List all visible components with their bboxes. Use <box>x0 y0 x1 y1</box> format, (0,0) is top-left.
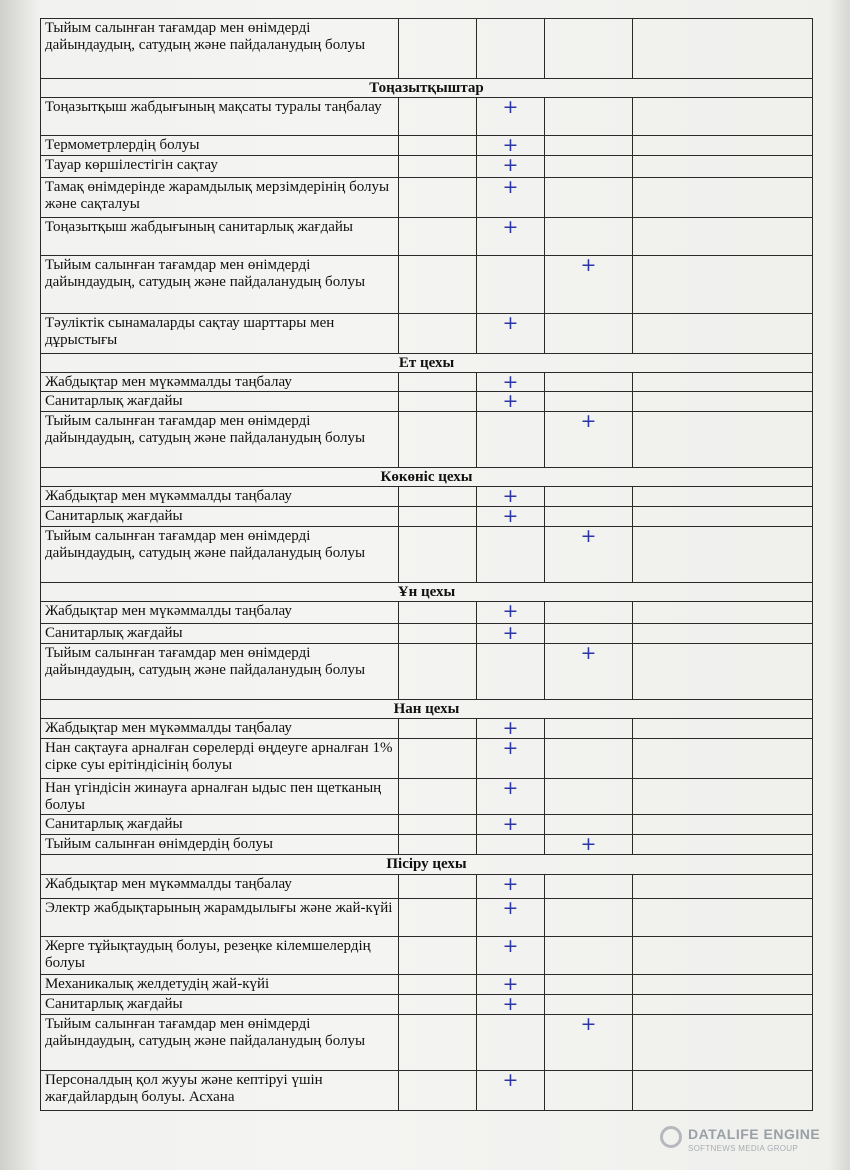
assessment-cell <box>399 136 477 156</box>
assessment-cell <box>545 156 633 178</box>
table-row <box>41 136 813 156</box>
assessment-cell <box>399 875 477 899</box>
assessment-cell <box>399 487 477 507</box>
section-title: Ұн цехы <box>41 583 813 602</box>
assessment-cell <box>399 602 477 624</box>
table-row <box>41 602 813 624</box>
assessment-cell <box>545 487 633 507</box>
table-row <box>41 739 813 779</box>
assessment-cell <box>633 875 813 899</box>
section-title: Тоңазытқыштар <box>41 79 813 98</box>
table-row <box>41 937 813 975</box>
assessment-cell <box>545 739 633 779</box>
assessment-cell <box>633 1015 813 1071</box>
handwritten-check-mark: + <box>545 644 633 700</box>
assessment-cell <box>399 412 477 468</box>
assessment-cell <box>633 739 813 779</box>
assessment-cell <box>633 719 813 739</box>
assessment-cell <box>633 98 813 136</box>
assessment-cell <box>399 256 477 314</box>
requirement-text: Жабдықтар мен мүкәммалды таңбалау <box>41 719 399 739</box>
handwritten-check-mark: + <box>477 602 545 624</box>
handwritten-check-mark: + <box>477 178 545 218</box>
table-row <box>41 98 813 136</box>
assessment-cell <box>399 98 477 136</box>
assessment-cell <box>477 527 545 583</box>
assessment-cell <box>633 218 813 256</box>
requirement-text: Жабдықтар мен мүкәммалды таңбалау <box>41 602 399 624</box>
assessment-cell <box>477 412 545 468</box>
assessment-cell <box>545 875 633 899</box>
assessment-cell <box>399 719 477 739</box>
handwritten-check-mark: + <box>477 779 545 815</box>
table-row <box>41 975 813 995</box>
assessment-cell <box>633 373 813 392</box>
handwritten-check-mark: + <box>545 256 633 314</box>
assessment-cell <box>545 218 633 256</box>
assessment-cell <box>633 527 813 583</box>
assessment-cell <box>399 178 477 218</box>
assessment-cell <box>399 1071 477 1111</box>
assessment-cell <box>633 835 813 855</box>
assessment-cell <box>633 779 813 815</box>
table-row <box>41 256 813 314</box>
assessment-cell <box>633 412 813 468</box>
requirement-text: Санитарлық жағдайы <box>41 507 399 527</box>
requirement-text: Электр жабдықтарының жарамдылығы және жай-күйі <box>41 899 399 937</box>
handwritten-check-mark: + <box>477 314 545 354</box>
assessment-cell <box>633 19 813 79</box>
assessment-cell <box>633 899 813 937</box>
assessment-cell <box>633 815 813 835</box>
handwritten-check-mark: + <box>477 136 545 156</box>
assessment-cell <box>399 507 477 527</box>
requirement-text: Тоңазытқыш жабдығының мақсаты туралы таңбалау <box>41 98 399 136</box>
assessment-cell <box>633 624 813 644</box>
assessment-cell <box>399 156 477 178</box>
table-row <box>41 779 813 815</box>
assessment-cell <box>545 178 633 218</box>
assessment-cell <box>399 779 477 815</box>
requirement-text: Жерге тұйықтаудың болуы, резеңке кілемшелердің болуы <box>41 937 399 975</box>
table-row <box>41 412 813 468</box>
assessment-cell <box>545 1071 633 1111</box>
assessment-cell <box>545 98 633 136</box>
requirement-text: Тыйым салынған тағамдар мен өнімдерді дайындаудың, сатудың және пайдаланудың болуы <box>41 1015 399 1071</box>
page-left-shadow <box>0 0 40 1170</box>
assessment-cell <box>399 835 477 855</box>
requirement-text: Тыйым салынған тағамдар мен өнімдерді дайындаудың, сатудың және пайдаланудың болуы <box>41 412 399 468</box>
assessment-cell <box>399 815 477 835</box>
assessment-cell <box>399 644 477 700</box>
requirement-text: Тыйым салынған тағамдар мен өнімдерді дайындаудың, сатудың және пайдаланудың болуы <box>41 19 399 79</box>
assessment-cell <box>633 256 813 314</box>
page-right-edge <box>828 0 850 1170</box>
table-row <box>41 218 813 256</box>
handwritten-check-mark: + <box>477 373 545 392</box>
requirement-text: Жабдықтар мен мүкәммалды таңбалау <box>41 373 399 392</box>
handwritten-check-mark: + <box>477 899 545 937</box>
assessment-cell <box>545 937 633 975</box>
assessment-cell <box>633 975 813 995</box>
requirement-text: Механикалық желдетудің жай-күйі <box>41 975 399 995</box>
requirement-text: Тамақ өнімдерінде жарамдылық мерзімдерінің болуы және сақталуы <box>41 178 399 218</box>
assessment-cell <box>545 779 633 815</box>
assessment-cell <box>477 644 545 700</box>
table-row <box>41 527 813 583</box>
assessment-cell <box>545 373 633 392</box>
watermark-title: DATALIFE ENGINE <box>688 1126 821 1142</box>
requirement-text: Тыйым салынған тағамдар мен өнімдерді дайындаудың, сатудың және пайдаланудың болуы <box>41 256 399 314</box>
assessment-cell <box>399 1015 477 1071</box>
handwritten-check-mark: + <box>477 975 545 995</box>
assessment-cell <box>545 136 633 156</box>
handwritten-check-mark: + <box>477 937 545 975</box>
inspection-checklist-table <box>40 18 813 1111</box>
table-row <box>41 392 813 412</box>
table-row <box>41 314 813 354</box>
section-header-row <box>41 468 813 487</box>
table-row <box>41 624 813 644</box>
handwritten-check-mark: + <box>477 719 545 739</box>
requirement-text: Персоналдың қол жууы және кептіруі үшін жағдайлардың болуы. Асхана <box>41 1071 399 1111</box>
assessment-cell <box>399 937 477 975</box>
section-header-row <box>41 700 813 719</box>
section-title: Көкөніс цехы <box>41 468 813 487</box>
assessment-cell <box>633 507 813 527</box>
handwritten-check-mark: + <box>477 739 545 779</box>
assessment-cell <box>633 136 813 156</box>
assessment-cell <box>545 995 633 1015</box>
handwritten-check-mark: + <box>477 1071 545 1111</box>
requirement-text: Термометрлердің болуы <box>41 136 399 156</box>
handwritten-check-mark: + <box>477 995 545 1015</box>
assessment-cell <box>399 19 477 79</box>
watermark-subtitle: SOFTNEWS MEDIA GROUP <box>688 1144 799 1153</box>
table-row <box>41 1071 813 1111</box>
section-header-row <box>41 855 813 875</box>
handwritten-check-mark: + <box>477 156 545 178</box>
requirement-text: Жабдықтар мен мүкәммалды таңбалау <box>41 875 399 899</box>
datalife-engine-watermark <box>660 1124 840 1164</box>
table-row <box>41 644 813 700</box>
section-title: Пісіру цехы <box>41 855 813 875</box>
requirement-text: Тыйым салынған өнімдердің болуы <box>41 835 399 855</box>
assessment-cell <box>545 392 633 412</box>
assessment-cell <box>545 19 633 79</box>
handwritten-check-mark: + <box>545 835 633 855</box>
table-row <box>41 875 813 899</box>
requirement-text: Санитарлық жағдайы <box>41 392 399 412</box>
table-row <box>41 835 813 855</box>
assessment-cell <box>633 1071 813 1111</box>
assessment-cell <box>399 899 477 937</box>
assessment-cell <box>545 507 633 527</box>
assessment-cell <box>399 314 477 354</box>
assessment-cell <box>545 624 633 644</box>
section-header-row <box>41 583 813 602</box>
assessment-cell <box>399 392 477 412</box>
requirement-text: Тоңазытқыш жабдығының санитарлық жағдайы <box>41 218 399 256</box>
section-header-row <box>41 79 813 98</box>
handwritten-check-mark: + <box>545 412 633 468</box>
assessment-cell <box>633 602 813 624</box>
handwritten-check-mark: + <box>477 218 545 256</box>
assessment-cell <box>477 19 545 79</box>
table-row <box>41 156 813 178</box>
handwritten-check-mark: + <box>545 1015 633 1071</box>
assessment-cell <box>545 602 633 624</box>
assessment-cell <box>399 527 477 583</box>
requirement-text: Санитарлық жағдайы <box>41 624 399 644</box>
table-row <box>41 719 813 739</box>
datalife-logo-icon <box>660 1126 682 1148</box>
assessment-cell <box>545 314 633 354</box>
assessment-cell <box>545 815 633 835</box>
table-row <box>41 899 813 937</box>
assessment-cell <box>633 392 813 412</box>
requirement-text: Жабдықтар мен мүкәммалды таңбалау <box>41 487 399 507</box>
table-row <box>41 19 813 79</box>
requirement-text: Санитарлық жағдайы <box>41 995 399 1015</box>
assessment-cell <box>477 835 545 855</box>
requirement-text: Тәуліктік сынамаларды сақтау шарттары мен дұрыстығы <box>41 314 399 354</box>
handwritten-check-mark: + <box>477 487 545 507</box>
section-header-row <box>41 354 813 373</box>
table-row <box>41 995 813 1015</box>
section-title: Ет цехы <box>41 354 813 373</box>
table-row <box>41 507 813 527</box>
assessment-cell <box>633 314 813 354</box>
handwritten-check-mark: + <box>477 507 545 527</box>
assessment-cell <box>399 739 477 779</box>
requirement-text: Нан үгіндісін жинауға арналған ыдыс пен щетканың болуы <box>41 779 399 815</box>
assessment-cell <box>633 487 813 507</box>
table-row <box>41 487 813 507</box>
assessment-cell <box>633 995 813 1015</box>
handwritten-check-mark: + <box>477 875 545 899</box>
assessment-cell <box>633 178 813 218</box>
requirement-text: Тыйым салынған тағамдар мен өнімдерді дайындаудың, сатудың және пайдаланудың болуы <box>41 527 399 583</box>
table-row <box>41 1015 813 1071</box>
requirement-text: Тауар көршілестігін сақтау <box>41 156 399 178</box>
assessment-cell <box>633 156 813 178</box>
assessment-cell <box>399 218 477 256</box>
assessment-cell <box>477 256 545 314</box>
assessment-cell <box>399 373 477 392</box>
assessment-cell <box>633 644 813 700</box>
requirement-text: Санитарлық жағдайы <box>41 815 399 835</box>
handwritten-check-mark: + <box>477 392 545 412</box>
section-title: Нан цехы <box>41 700 813 719</box>
handwritten-check-mark: + <box>545 527 633 583</box>
assessment-cell <box>477 1015 545 1071</box>
assessment-cell <box>399 624 477 644</box>
table-row <box>41 178 813 218</box>
table-row <box>41 815 813 835</box>
assessment-cell <box>545 899 633 937</box>
assessment-cell <box>545 719 633 739</box>
assessment-cell <box>545 975 633 995</box>
assessment-cell <box>399 975 477 995</box>
handwritten-check-mark: + <box>477 98 545 136</box>
handwritten-check-mark: + <box>477 815 545 835</box>
table-row <box>41 373 813 392</box>
assessment-cell <box>633 937 813 975</box>
handwritten-check-mark: + <box>477 624 545 644</box>
requirement-text: Тыйым салынған тағамдар мен өнімдерді дайындаудың, сатудың және пайдаланудың болуы <box>41 644 399 700</box>
requirement-text: Нан сақтауға арналған сөрелерді өңдеуге арналған 1% сірке суы ерітіндісінің болуы <box>41 739 399 779</box>
checklist-body <box>41 19 813 1111</box>
assessment-cell <box>399 995 477 1015</box>
